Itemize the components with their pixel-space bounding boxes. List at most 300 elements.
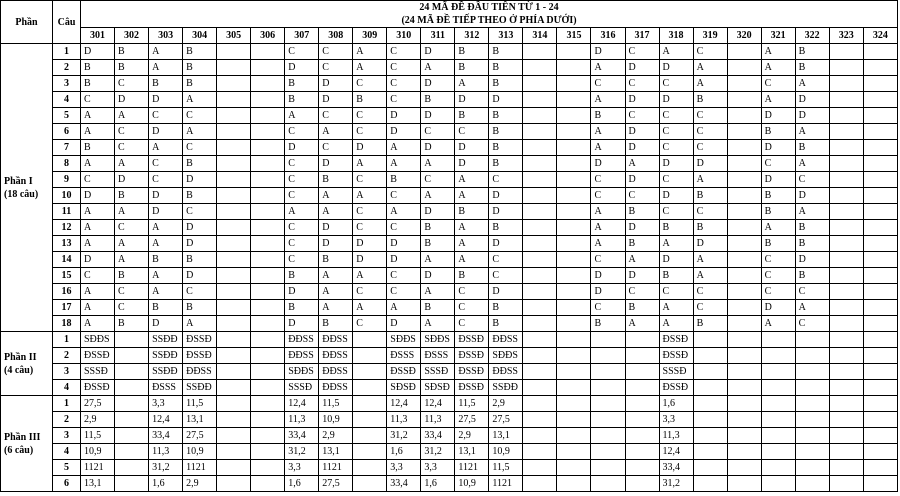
- answer-cell: [727, 268, 761, 284]
- answer-cell: C: [81, 92, 115, 108]
- answer-row: [1, 124, 898, 140]
- exam-code-306: 306: [251, 28, 285, 44]
- question-number: 17: [53, 300, 81, 316]
- answer-cell: [557, 476, 591, 492]
- answer-cell: B: [625, 300, 659, 316]
- answer-cell: B: [795, 268, 829, 284]
- answer-cell: [693, 428, 727, 444]
- answer-cell: 1121: [455, 460, 489, 476]
- answer-cell: [761, 444, 795, 460]
- answer-cell: D: [761, 108, 795, 124]
- answer-cell: [727, 316, 761, 332]
- answer-cell: [863, 188, 897, 204]
- answer-cell: ĐĐSS: [319, 348, 353, 364]
- answer-cell: C: [591, 188, 625, 204]
- answer-cell: [863, 300, 897, 316]
- answer-cell: 12,4: [387, 396, 421, 412]
- answer-row: [1, 92, 898, 108]
- answer-row: [1, 412, 898, 428]
- answer-cell: [829, 204, 863, 220]
- answer-row: [1, 268, 898, 284]
- answer-cell: C: [659, 108, 693, 124]
- answer-cell: D: [693, 236, 727, 252]
- answer-cell: [693, 380, 727, 396]
- answer-cell: C: [387, 188, 421, 204]
- answer-cell: A: [591, 140, 625, 156]
- answer-cell: [625, 364, 659, 380]
- exam-code-307: 307: [285, 28, 319, 44]
- answer-cell: B: [183, 300, 217, 316]
- answer-cell: C: [591, 300, 625, 316]
- header-question: Câu: [53, 1, 81, 44]
- answer-cell: B: [319, 316, 353, 332]
- answer-row: [1, 44, 898, 60]
- answer-cell: D: [795, 188, 829, 204]
- answer-cell: [251, 76, 285, 92]
- answer-cell: [557, 156, 591, 172]
- answer-row: [1, 316, 898, 332]
- answer-cell: D: [149, 124, 183, 140]
- answer-cell: [523, 92, 557, 108]
- exam-code-313: 313: [489, 28, 523, 44]
- answer-cell: D: [149, 92, 183, 108]
- answer-cell: C: [625, 108, 659, 124]
- answer-cell: [217, 124, 251, 140]
- answer-cell: D: [455, 140, 489, 156]
- answer-cell: A: [421, 60, 455, 76]
- answer-cell: A: [149, 60, 183, 76]
- answer-cell: D: [81, 44, 115, 60]
- answer-cell: [217, 476, 251, 492]
- answer-cell: [353, 444, 387, 460]
- question-number: 1: [53, 332, 81, 348]
- answer-cell: B: [81, 60, 115, 76]
- answer-cell: A: [421, 156, 455, 172]
- answer-cell: [353, 412, 387, 428]
- answer-cell: D: [659, 92, 693, 108]
- answer-cell: A: [761, 60, 795, 76]
- answer-cell: [217, 316, 251, 332]
- answer-cell: A: [319, 284, 353, 300]
- answer-cell: ĐĐSS: [489, 332, 523, 348]
- answer-cell: [863, 204, 897, 220]
- answer-cell: B: [149, 252, 183, 268]
- answer-cell: 33,4: [387, 476, 421, 492]
- answer-cell: A: [353, 300, 387, 316]
- answer-cell: [761, 460, 795, 476]
- question-number: 3: [53, 428, 81, 444]
- answer-cell: A: [387, 156, 421, 172]
- part-title: Phần III: [4, 431, 41, 443]
- answer-cell: D: [625, 220, 659, 236]
- answer-cell: D: [353, 236, 387, 252]
- answer-cell: SSĐĐ: [149, 364, 183, 380]
- answer-cell: [863, 76, 897, 92]
- exam-code-row: [1, 28, 898, 44]
- answer-cell: B: [81, 76, 115, 92]
- answer-cell: C: [285, 252, 319, 268]
- answer-cell: B: [115, 268, 149, 284]
- answer-cell: [591, 332, 625, 348]
- answer-cell: [829, 268, 863, 284]
- exam-code-318: 318: [659, 28, 693, 44]
- answer-cell: SĐSĐ: [421, 380, 455, 396]
- answer-cell: [693, 396, 727, 412]
- answer-cell: 1,6: [285, 476, 319, 492]
- answer-cell: [557, 300, 591, 316]
- answer-cell: [557, 172, 591, 188]
- exam-code-320: 320: [727, 28, 761, 44]
- answer-cell: A: [81, 316, 115, 332]
- answer-cell: 13,1: [319, 444, 353, 460]
- answer-cell: [557, 380, 591, 396]
- question-number: 3: [53, 364, 81, 380]
- answer-cell: D: [149, 188, 183, 204]
- answer-cell: 3,3: [387, 460, 421, 476]
- answer-cell: ĐSSĐ: [183, 332, 217, 348]
- answer-cell: [727, 380, 761, 396]
- answer-cell: C: [387, 268, 421, 284]
- answer-cell: A: [319, 204, 353, 220]
- answer-cell: D: [421, 108, 455, 124]
- answer-cell: 10,9: [489, 444, 523, 460]
- answer-cell: [523, 380, 557, 396]
- answer-cell: C: [761, 156, 795, 172]
- answer-cell: C: [625, 188, 659, 204]
- answer-cell: B: [421, 92, 455, 108]
- answer-cell: C: [659, 76, 693, 92]
- answer-cell: D: [489, 188, 523, 204]
- answer-cell: B: [455, 204, 489, 220]
- answer-cell: [217, 76, 251, 92]
- answer-cell: A: [795, 300, 829, 316]
- answer-cell: C: [183, 204, 217, 220]
- answer-cell: A: [455, 172, 489, 188]
- answer-cell: [829, 476, 863, 492]
- answer-cell: 3,3: [421, 460, 455, 476]
- answer-cell: D: [183, 172, 217, 188]
- answer-cell: D: [455, 92, 489, 108]
- answer-cell: C: [421, 124, 455, 140]
- answer-cell: C: [81, 172, 115, 188]
- answer-cell: A: [149, 268, 183, 284]
- answer-cell: A: [795, 156, 829, 172]
- answer-cell: [251, 220, 285, 236]
- answer-cell: [863, 332, 897, 348]
- answer-cell: C: [285, 188, 319, 204]
- answer-cell: [829, 348, 863, 364]
- question-number: 5: [53, 108, 81, 124]
- answer-cell: B: [455, 268, 489, 284]
- answer-cell: [557, 348, 591, 364]
- answer-cell: [863, 140, 897, 156]
- answer-cell: [557, 268, 591, 284]
- answer-cell: A: [421, 284, 455, 300]
- answer-cell: SSĐĐ: [149, 348, 183, 364]
- answer-cell: [353, 332, 387, 348]
- answer-cell: [591, 348, 625, 364]
- part-label: [1, 332, 53, 396]
- answer-cell: A: [149, 140, 183, 156]
- answer-cell: [523, 252, 557, 268]
- answer-cell: ĐĐSS: [285, 332, 319, 348]
- answer-cell: [251, 332, 285, 348]
- exam-code-310: 310: [387, 28, 421, 44]
- answer-cell: [251, 460, 285, 476]
- answer-cell: B: [387, 172, 421, 188]
- answer-cell: B: [455, 44, 489, 60]
- answer-cell: [829, 188, 863, 204]
- answer-cell: [251, 252, 285, 268]
- answer-cell: 11,3: [285, 412, 319, 428]
- answer-cell: D: [659, 188, 693, 204]
- answer-cell: B: [183, 44, 217, 60]
- answer-cell: D: [149, 204, 183, 220]
- answer-cell: C: [387, 92, 421, 108]
- answer-cell: [863, 428, 897, 444]
- answer-cell: B: [115, 188, 149, 204]
- answer-cell: ĐSSĐ: [659, 348, 693, 364]
- question-number: 4: [53, 380, 81, 396]
- answer-cell: B: [591, 108, 625, 124]
- answer-cell: D: [353, 140, 387, 156]
- answer-cell: [625, 396, 659, 412]
- answer-row: [1, 332, 898, 348]
- answer-cell: [217, 268, 251, 284]
- answer-cell: A: [115, 156, 149, 172]
- answer-cell: C: [387, 76, 421, 92]
- answer-cell: B: [183, 76, 217, 92]
- answer-cell: C: [353, 76, 387, 92]
- answer-cell: [863, 364, 897, 380]
- answer-cell: [251, 316, 285, 332]
- answer-cell: C: [455, 316, 489, 332]
- answer-cell: SSĐĐ: [149, 332, 183, 348]
- answer-cell: D: [387, 316, 421, 332]
- answer-cell: [829, 156, 863, 172]
- answer-cell: [557, 444, 591, 460]
- answer-cell: [795, 348, 829, 364]
- answer-cell: 3,3: [285, 460, 319, 476]
- answer-cell: [523, 396, 557, 412]
- answer-cell: C: [353, 316, 387, 332]
- answer-cell: ĐSSĐ: [455, 348, 489, 364]
- answer-cell: B: [693, 316, 727, 332]
- answer-cell: C: [591, 76, 625, 92]
- answer-cell: [353, 364, 387, 380]
- answer-cell: B: [183, 60, 217, 76]
- answer-cell: B: [625, 236, 659, 252]
- answer-cell: B: [489, 124, 523, 140]
- answer-cell: SĐĐS: [387, 332, 421, 348]
- answer-cell: 1121: [183, 460, 217, 476]
- answer-cell: [557, 236, 591, 252]
- answer-cell: B: [693, 188, 727, 204]
- answer-cell: [727, 460, 761, 476]
- answer-cell: [625, 444, 659, 460]
- answer-cell: A: [149, 220, 183, 236]
- answer-cell: [217, 172, 251, 188]
- answer-cell: [523, 476, 557, 492]
- answer-cell: [557, 428, 591, 444]
- answer-cell: [523, 268, 557, 284]
- answer-cell: [523, 332, 557, 348]
- answer-cell: A: [591, 220, 625, 236]
- answer-cell: [863, 476, 897, 492]
- answer-cell: B: [761, 204, 795, 220]
- answer-cell: B: [455, 60, 489, 76]
- answer-cell: [523, 172, 557, 188]
- answer-cell: A: [387, 140, 421, 156]
- answer-cell: B: [421, 236, 455, 252]
- answer-cell: B: [489, 316, 523, 332]
- answer-cell: A: [353, 44, 387, 60]
- answer-cell: [863, 268, 897, 284]
- answer-cell: A: [761, 316, 795, 332]
- answer-cell: 11,3: [387, 412, 421, 428]
- answer-cell: [829, 444, 863, 460]
- answer-cell: A: [81, 124, 115, 140]
- answer-cell: C: [761, 284, 795, 300]
- answer-cell: D: [421, 44, 455, 60]
- question-number: 2: [53, 412, 81, 428]
- answer-cell: [863, 108, 897, 124]
- answer-cell: C: [659, 124, 693, 140]
- answer-cell: A: [659, 236, 693, 252]
- answer-cell: [557, 332, 591, 348]
- answer-cell: [557, 140, 591, 156]
- answer-cell: 31,2: [421, 444, 455, 460]
- answer-cell: [863, 316, 897, 332]
- answer-cell: D: [285, 140, 319, 156]
- answer-cell: [727, 140, 761, 156]
- answer-cell: A: [659, 316, 693, 332]
- answer-cell: C: [659, 204, 693, 220]
- answer-cell: A: [795, 76, 829, 92]
- answer-cell: 1,6: [149, 476, 183, 492]
- answer-cell: [523, 428, 557, 444]
- answer-cell: ĐSSĐ: [455, 380, 489, 396]
- answer-cell: C: [387, 60, 421, 76]
- answer-cell: [523, 412, 557, 428]
- answer-cell: [761, 412, 795, 428]
- answer-cell: [625, 380, 659, 396]
- answer-cell: [251, 236, 285, 252]
- answer-cell: 11,3: [659, 428, 693, 444]
- answer-cell: [251, 124, 285, 140]
- answer-cell: 3,3: [659, 412, 693, 428]
- answer-cell: C: [285, 172, 319, 188]
- answer-cell: [829, 140, 863, 156]
- answer-cell: [795, 460, 829, 476]
- answer-cell: [795, 332, 829, 348]
- answer-cell: [693, 444, 727, 460]
- answer-cell: [557, 316, 591, 332]
- answer-cell: [693, 476, 727, 492]
- answer-cell: A: [387, 300, 421, 316]
- answer-row: [1, 348, 898, 364]
- answer-cell: [115, 444, 149, 460]
- answer-cell: 11,5: [489, 460, 523, 476]
- answer-cell: [863, 220, 897, 236]
- answer-cell: [251, 108, 285, 124]
- answer-cell: [727, 44, 761, 60]
- answer-row: [1, 156, 898, 172]
- answer-cell: [829, 76, 863, 92]
- answer-cell: [829, 92, 863, 108]
- answer-cell: C: [693, 124, 727, 140]
- answer-cell: 12,4: [285, 396, 319, 412]
- answer-cell: A: [693, 268, 727, 284]
- answer-cell: SĐĐS: [489, 348, 523, 364]
- answer-cell: D: [319, 236, 353, 252]
- answer-cell: [829, 428, 863, 444]
- answer-row: [1, 236, 898, 252]
- answer-cell: A: [285, 204, 319, 220]
- part-count: (6 câu): [4, 444, 34, 456]
- answer-cell: [761, 476, 795, 492]
- answer-cell: B: [659, 220, 693, 236]
- answer-cell: SSĐĐ: [183, 380, 217, 396]
- answer-cell: [523, 156, 557, 172]
- part-title: Phần II: [4, 351, 37, 363]
- answer-cell: A: [81, 108, 115, 124]
- answer-cell: [829, 316, 863, 332]
- answer-cell: D: [591, 156, 625, 172]
- answer-cell: ĐSSĐ: [455, 364, 489, 380]
- answer-cell: [523, 284, 557, 300]
- answer-cell: [727, 364, 761, 380]
- answer-cell: 10,9: [81, 444, 115, 460]
- answer-cell: C: [455, 124, 489, 140]
- answer-cell: D: [183, 236, 217, 252]
- answer-cell: C: [183, 140, 217, 156]
- answer-cell: [829, 172, 863, 188]
- answer-cell: 11,5: [81, 428, 115, 444]
- answer-cell: C: [591, 252, 625, 268]
- answer-cell: [727, 76, 761, 92]
- answer-cell: [625, 428, 659, 444]
- answer-cell: [727, 428, 761, 444]
- answer-cell: [727, 284, 761, 300]
- answer-cell: A: [115, 108, 149, 124]
- answer-cell: [523, 316, 557, 332]
- answer-cell: [557, 396, 591, 412]
- answer-cell: [863, 348, 897, 364]
- answer-cell: [251, 412, 285, 428]
- answer-cell: D: [625, 172, 659, 188]
- answer-cell: A: [761, 44, 795, 60]
- answer-row: [1, 460, 898, 476]
- answer-cell: B: [489, 140, 523, 156]
- answer-cell: [557, 412, 591, 428]
- answer-cell: [557, 60, 591, 76]
- answer-cell: 33,4: [421, 428, 455, 444]
- answer-cell: [115, 476, 149, 492]
- answer-cell: B: [285, 76, 319, 92]
- answer-cell: [115, 332, 149, 348]
- answer-cell: C: [115, 140, 149, 156]
- answer-cell: B: [489, 60, 523, 76]
- answer-cell: D: [625, 140, 659, 156]
- answer-cell: A: [81, 284, 115, 300]
- answer-cell: [217, 364, 251, 380]
- question-number: 3: [53, 76, 81, 92]
- answer-cell: ĐĐSS: [183, 364, 217, 380]
- answer-row: [1, 300, 898, 316]
- answer-cell: ĐSSĐ: [183, 348, 217, 364]
- answer-cell: D: [489, 204, 523, 220]
